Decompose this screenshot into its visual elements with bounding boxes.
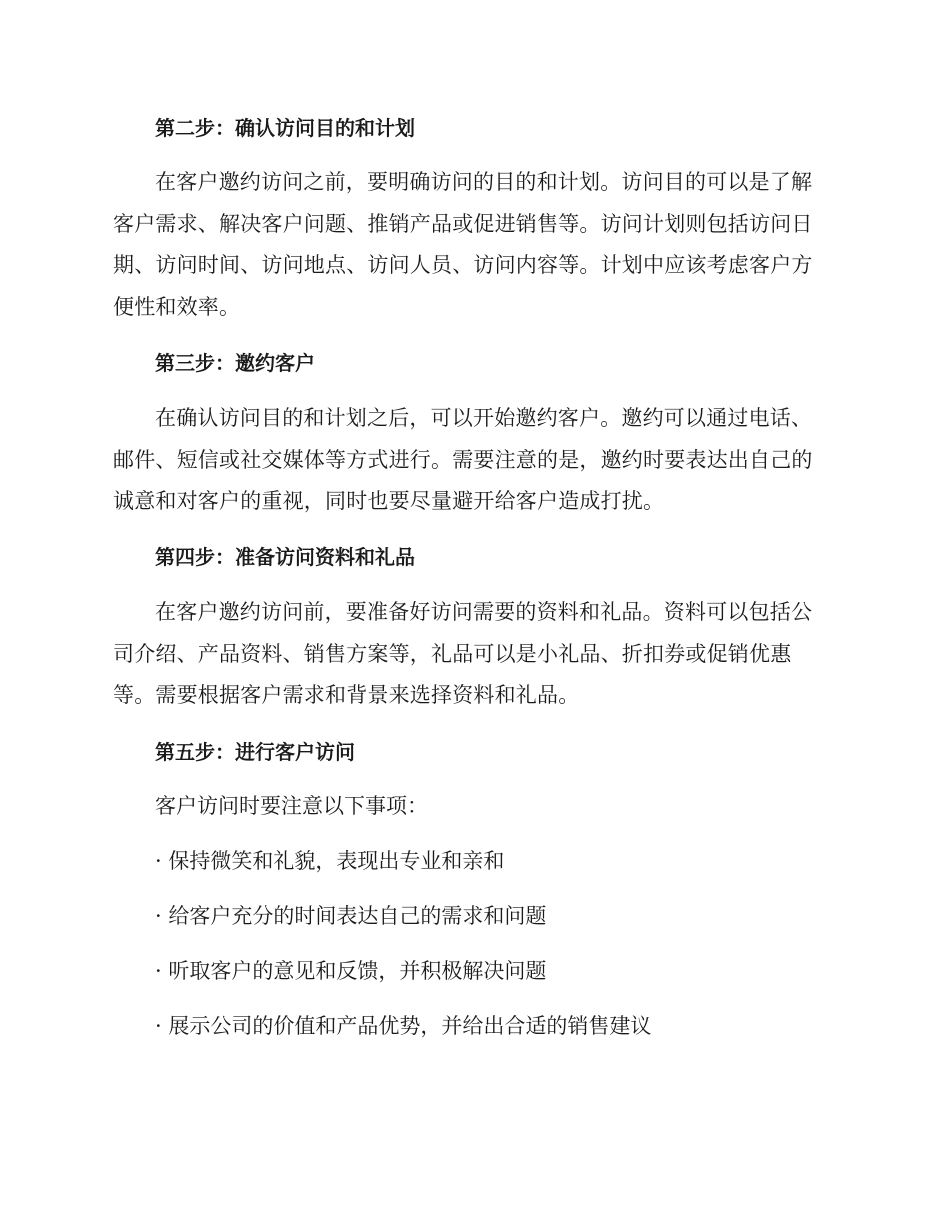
step5-bullet-2: · 给客户充分的时间表达自己的需求和问题	[155, 904, 547, 928]
step5-heading: 第五步：进行客户访问	[155, 740, 355, 764]
step5-bullet-3: · 听取客户的意见和反馈，并积极解决问题	[155, 959, 547, 983]
step3-heading: 第三步：邀约客户	[155, 351, 315, 375]
step4-paragraph	[113, 592, 833, 717]
step2-line-2: 客户需求、解决客户问题、推销产品或促进销售等。访问计划则包括访问日	[113, 211, 813, 236]
step5-intro: 客户访问时要注意以下事项：	[155, 794, 428, 818]
step2-paragraph	[113, 162, 833, 328]
step2-line-3: 期、访问时间、访问地点、访问人员、访问内容等。计划中应该考虑客户方	[113, 253, 813, 277]
step3-line-2: 邮件、短信或社交媒体等方式进行。需要注意的是，邀约时要表达出自己的	[113, 447, 813, 472]
step5-bullet-1: · 保持微笑和礼貌，表现出专业和亲和	[155, 849, 505, 873]
step4-heading: 第四步：准备访问资料和礼品	[155, 545, 415, 569]
step3-line-3: 诚意和对客户的重视，同时也要尽量避开给客户造成打扰。	[113, 489, 665, 513]
step4-line-1: 在客户邀约访问前，要准备好访问需要的资料和礼品。资料可以包括公	[155, 600, 813, 624]
step4-line-2: 司介绍、产品资料、销售方案等，礼品可以是小礼品、折扣券或促销优惠	[113, 641, 792, 666]
step2-heading: 第二步：确认访问目的和计划	[155, 116, 415, 140]
step3-line-1: 在确认访问目的和计划之后，可以开始邀约客户。邀约可以通过电话、	[155, 406, 813, 430]
step2-line-4: 便性和效率。	[113, 294, 241, 319]
step2-line-1: 在客户邀约访问之前，要明确访问的目的和计划。访问目的可以是了解	[155, 170, 813, 194]
step4-line-3: 等。需要根据客户需求和背景来选择资料和礼品。	[113, 683, 580, 707]
step3-paragraph	[113, 398, 833, 523]
step5-bullet-4: · 展示公司的价值和产品优势，并给出合适的销售建议	[155, 1014, 652, 1038]
